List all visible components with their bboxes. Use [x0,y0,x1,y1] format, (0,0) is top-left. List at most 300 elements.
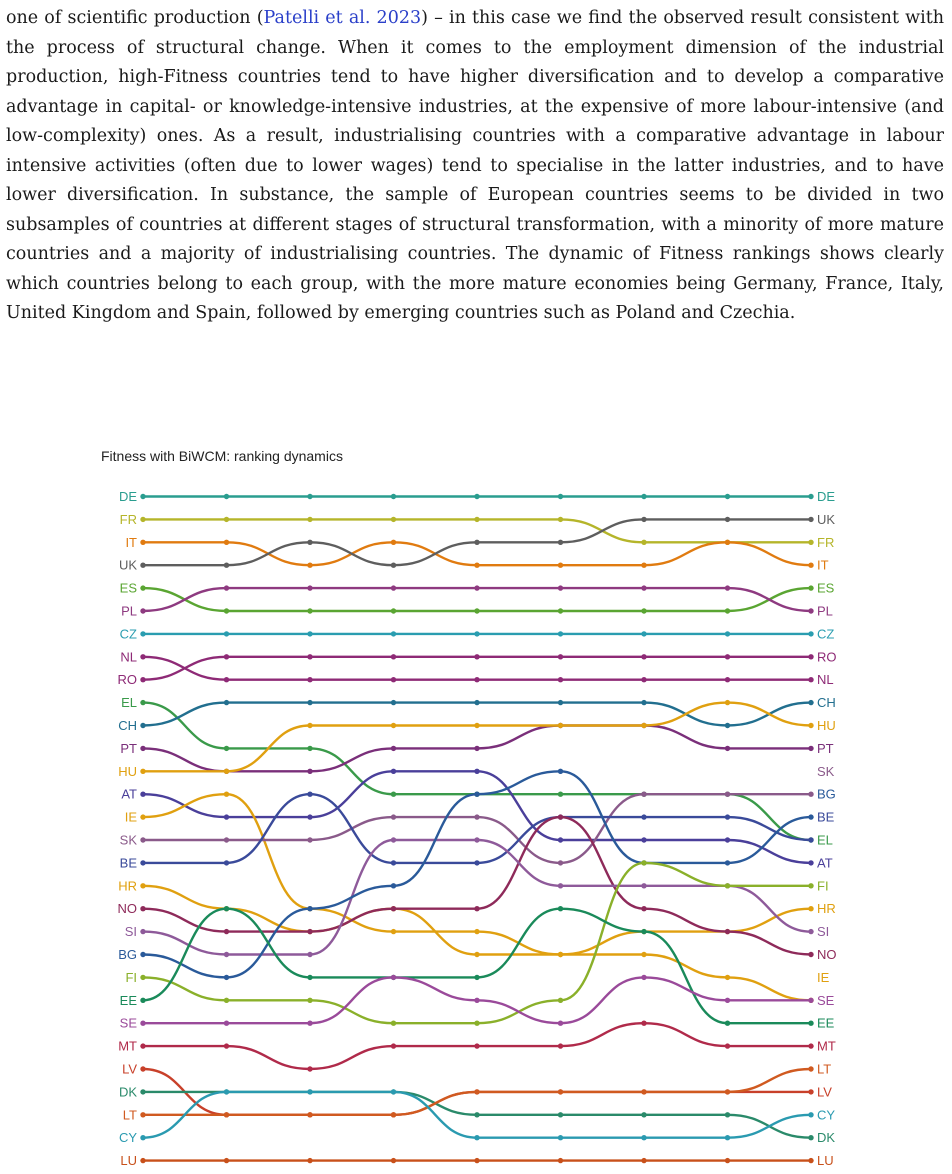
series-line-be [143,794,811,863]
point-ie-4 [474,929,479,934]
point-uk-5 [558,540,563,545]
point-ee-5 [558,906,563,911]
point-it-4 [474,563,479,568]
series-de [140,494,813,499]
point-ch-4 [474,700,479,705]
point-uk-4 [474,540,479,545]
point-pl-1 [224,585,229,590]
point-se-6 [641,975,646,980]
point-uk-0 [140,563,145,568]
point-si-8 [808,929,813,934]
point-it-7 [725,540,730,545]
point-lt-0 [140,1112,145,1117]
point-ee-2 [307,975,312,980]
point-it-0 [140,540,145,545]
point-ch-7 [725,723,730,728]
point-el-0 [140,700,145,705]
point-si-5 [558,883,563,888]
point-ie-7 [725,975,730,980]
point-fi-8 [808,883,813,888]
point-si-6 [641,883,646,888]
point-ro-4 [474,654,479,659]
point-cz-2 [307,631,312,636]
point-de-7 [725,494,730,499]
point-ch-1 [224,700,229,705]
right-label-se: SE [817,992,835,1008]
left-label-bg: BG [118,947,137,962]
point-ro-3 [391,654,396,659]
point-nl-0 [140,654,145,659]
point-lu-0 [140,1158,145,1163]
point-lt-7 [725,1089,730,1094]
point-fi-4 [474,1021,479,1026]
point-sk-0 [140,837,145,842]
right-label-ee: EE [817,1015,835,1031]
right-label-el: EL [817,832,833,848]
point-dk-8 [808,1135,813,1140]
point-pt-0 [140,746,145,751]
point-se-7 [725,998,730,1003]
point-no-6 [641,906,646,911]
point-nl-1 [224,677,229,682]
point-pl-6 [641,585,646,590]
point-lt-8 [808,1066,813,1071]
point-ee-7 [725,1021,730,1026]
point-dk-4 [474,1112,479,1117]
point-ee-4 [474,975,479,980]
right-label-it: IT [817,557,829,573]
point-dk-0 [140,1089,145,1094]
point-se-4 [474,998,479,1003]
point-ee-8 [808,1021,813,1026]
point-el-1 [224,746,229,751]
point-se-1 [224,1021,229,1026]
point-be-3 [391,860,396,865]
point-es-1 [224,608,229,613]
point-dk-7 [725,1112,730,1117]
point-ie-3 [391,929,396,934]
point-it-1 [224,540,229,545]
point-si-0 [140,929,145,934]
right-label-es: ES [817,580,835,596]
point-se-5 [558,1021,563,1026]
point-sk-4 [474,814,479,819]
body-paragraph [6,4,944,329]
point-lv-0 [140,1066,145,1071]
point-cy-7 [725,1135,730,1140]
point-fr-2 [307,517,312,522]
point-hr-5 [558,952,563,957]
point-lu-1 [224,1158,229,1163]
point-cy-6 [641,1135,646,1140]
series-hr [140,883,813,957]
series-cz [140,631,813,636]
point-mt-4 [474,1043,479,1048]
point-ie-1 [224,792,229,797]
series-si [140,837,813,957]
point-ch-3 [391,700,396,705]
left-label-el: EL [121,695,137,711]
point-be-2 [307,792,312,797]
left-label-it: IT [125,534,137,550]
point-lt-1 [224,1112,229,1117]
point-pl-5 [558,585,563,590]
point-fi-1 [224,998,229,1003]
point-es-6 [641,608,646,613]
point-mt-5 [558,1043,563,1048]
point-bg-7 [725,860,730,865]
point-cz-1 [224,631,229,636]
point-sk-6 [641,792,646,797]
series-line-fr [143,519,811,542]
point-de-1 [224,494,229,499]
point-pl-2 [307,585,312,590]
point-nl-6 [641,677,646,682]
point-de-2 [307,494,312,499]
paragraph-text-rest: ) – in this case we find the observed result consistent with the process of structural change. When it comes to the employment dimension of the industrial production, high-Fitness countries tend to have higher diversification and to develop a comparative advantage in capital- or knowledge-intensive industries, at the expensive of more labour-intensive (and low-complexity) ones. As a result, industrialising countries with a comparative advantage in labour intensive activities (often due to lower wages) tend to specialise in the latter industries, and to have lower diversification. In substance, the sample of European countries seems to be divided in two subsamples of countries at different stages of structural transformation, with a minority of more mature countries and a majority of industrialising countries. The dynamic of Fitness rankings shows clearly which countries belong to each group, with the more mature economies being Germany, France, Italy, United Kingdom and Spain, followed by emerging countries such as Poland and Czechia. [6,8,945,323]
left-label-dk: DK [118,1084,137,1100]
series-lu [140,1158,813,1163]
point-fr-8 [808,540,813,545]
citation-link[interactable]: Patelli et al. 2023 [263,8,422,28]
point-se-3 [391,975,396,980]
left-label-fr: FR [119,511,137,527]
point-fr-4 [474,517,479,522]
point-be-4 [474,860,479,865]
point-hu-1 [224,769,229,774]
point-de-4 [474,494,479,499]
point-es-3 [391,608,396,613]
right-label-dk: DK [817,1130,836,1146]
point-se-0 [140,1021,145,1026]
right-label-lt: LT [817,1061,832,1077]
series-line-it [143,542,811,565]
series-hu [140,700,813,774]
point-no-3 [391,906,396,911]
right-label-at: AT [817,855,833,871]
point-no-1 [224,929,229,934]
point-cy-5 [558,1135,563,1140]
point-nl-5 [558,677,563,682]
point-fi-7 [725,883,730,888]
point-fi-0 [140,975,145,980]
point-mt-2 [307,1066,312,1071]
right-label-ch: CH [817,695,836,711]
point-at-2 [307,814,312,819]
left-label-cz: CZ [119,626,137,642]
point-pt-2 [307,769,312,774]
point-es-2 [307,608,312,613]
point-lt-6 [641,1089,646,1094]
point-uk-1 [224,563,229,568]
point-sk-2 [307,837,312,842]
point-lt-4 [474,1089,479,1094]
point-si-3 [391,837,396,842]
left-label-lv: LV [122,1061,137,1077]
right-label-sk: SK [817,763,835,779]
point-de-3 [391,494,396,499]
left-label-ro: RO [117,672,137,688]
point-es-5 [558,608,563,613]
point-ch-5 [558,700,563,705]
right-label-ie: IE [817,969,830,985]
point-es-0 [140,585,145,590]
point-fi-6 [641,860,646,865]
point-pt-8 [808,746,813,751]
point-at-5 [558,837,563,842]
point-cz-8 [808,631,813,636]
point-lu-4 [474,1158,479,1163]
point-pl-7 [725,585,730,590]
series-ee [140,906,813,1026]
point-lu-3 [391,1158,396,1163]
point-dk-6 [641,1112,646,1117]
point-cz-6 [641,631,646,636]
point-hu-4 [474,723,479,728]
point-cy-3 [391,1089,396,1094]
point-be-8 [808,837,813,842]
left-label-ch: CH [118,718,137,733]
point-pl-3 [391,585,396,590]
point-no-5 [558,814,563,819]
left-label-nl: NL [120,649,137,665]
point-fr-1 [224,517,229,522]
point-pl-0 [140,608,145,613]
series-line-pl [143,588,811,611]
point-be-6 [641,814,646,819]
point-it-8 [808,563,813,568]
point-mt-1 [224,1043,229,1048]
point-mt-0 [140,1043,145,1048]
right-label-fr: FR [817,534,835,550]
point-si-2 [307,952,312,957]
point-se-8 [808,998,813,1003]
point-fr-3 [391,517,396,522]
point-lt-3 [391,1112,396,1117]
point-el-2 [307,746,312,751]
point-el-5 [558,792,563,797]
left-label-fi: FI [125,969,137,985]
point-de-5 [558,494,563,499]
right-label-si: SI [817,924,830,940]
point-bg-2 [307,906,312,911]
point-hu-7 [725,700,730,705]
point-ro-7 [725,654,730,659]
point-fr-5 [558,517,563,522]
point-be-0 [140,860,145,865]
point-cz-3 [391,631,396,636]
point-cy-8 [808,1112,813,1117]
left-label-de: DE [118,489,137,504]
point-it-6 [641,563,646,568]
point-ee-6 [641,929,646,934]
point-lu-7 [725,1158,730,1163]
point-at-8 [808,860,813,865]
point-nl-8 [808,677,813,682]
point-nl-3 [391,677,396,682]
point-mt-8 [808,1043,813,1048]
point-bg-0 [140,952,145,957]
point-no-0 [140,906,145,911]
right-label-bg: BG [817,786,836,802]
left-label-hu: HU [118,763,137,779]
point-el-3 [391,792,396,797]
left-label-at: AT [121,786,137,802]
point-at-1 [224,814,229,819]
series-line-ro [143,657,811,680]
point-de-6 [641,494,646,499]
point-nl-4 [474,677,479,682]
point-it-5 [558,563,563,568]
left-label-lt: LT [122,1107,137,1123]
point-uk-6 [641,517,646,522]
point-no-8 [808,952,813,957]
point-cy-0 [140,1135,145,1140]
point-bg-1 [224,975,229,980]
point-ro-2 [307,654,312,659]
point-mt-7 [725,1043,730,1048]
left-label-es: ES [119,580,137,596]
point-at-3 [391,769,396,774]
right-label-de: DE [817,489,836,504]
right-label-pt: PT [817,740,834,756]
point-at-6 [641,837,646,842]
left-label-no: NO [117,901,137,917]
point-nl-7 [725,677,730,682]
right-label-cz: CZ [817,626,835,642]
point-sk-7 [725,792,730,797]
point-pt-3 [391,746,396,751]
point-cy-4 [474,1135,479,1140]
series-line-ie [143,794,811,1000]
point-at-7 [725,837,730,842]
left-label-pt: PT [120,740,137,756]
left-label-cy: CY [118,1130,137,1146]
point-pl-4 [474,585,479,590]
point-ch-8 [808,700,813,705]
right-label-hr: HR [817,901,836,917]
point-no-4 [474,906,479,911]
right-label-no: NO [817,947,837,962]
left-label-se: SE [119,1015,137,1031]
point-hu-3 [391,723,396,728]
left-label-ee: EE [119,992,137,1008]
series-line-hu [143,703,811,772]
point-lt-2 [307,1112,312,1117]
paragraph-text-start: one of scientific production ( [6,8,264,28]
point-ch-2 [307,700,312,705]
point-be-7 [725,814,730,819]
point-lt-5 [558,1089,563,1094]
left-label-pl: PL [121,603,137,619]
right-label-lu: LU [817,1153,834,1169]
point-ro-5 [558,654,563,659]
point-fr-6 [641,540,646,545]
left-label-si: SI [124,924,137,940]
point-lv-8 [808,1089,813,1094]
point-ie-0 [140,814,145,819]
point-si-1 [224,952,229,957]
point-lu-6 [641,1158,646,1163]
series-sk [140,792,813,866]
point-be-1 [224,860,229,865]
right-label-mt: MT [817,1038,836,1054]
point-sk-3 [391,814,396,819]
point-it-3 [391,540,396,545]
point-ro-0 [140,677,145,682]
series-line-hr [143,886,811,955]
point-sk-1 [224,837,229,842]
series-line-nl [143,657,811,680]
point-dk-5 [558,1112,563,1117]
point-hu-5 [558,723,563,728]
point-hu-2 [307,723,312,728]
right-label-fi: FI [817,878,829,894]
left-label-hr: HR [118,878,137,894]
point-cz-5 [558,631,563,636]
right-label-uk: UK [817,511,836,527]
point-hr-8 [808,906,813,911]
point-ro-1 [224,654,229,659]
series-line-ch [143,703,811,726]
point-mt-6 [641,1021,646,1026]
left-label-mt: MT [118,1038,137,1054]
point-cz-7 [725,631,730,636]
point-de-0 [140,494,145,499]
point-bg-4 [474,792,479,797]
right-label-hu: HU [817,718,836,733]
left-label-sk: SK [119,832,137,848]
point-pl-8 [808,608,813,613]
series-line-es [143,588,811,611]
point-ch-0 [140,723,145,728]
point-uk-2 [307,540,312,545]
left-label-uk: UK [118,557,137,573]
point-no-2 [307,929,312,934]
point-at-0 [140,792,145,797]
point-it-2 [307,563,312,568]
point-sk-5 [558,860,563,865]
point-fi-2 [307,998,312,1003]
point-es-4 [474,608,479,613]
point-se-2 [307,1021,312,1026]
point-ch-6 [641,700,646,705]
point-lu-5 [558,1158,563,1163]
point-ro-8 [808,654,813,659]
series-line-ee [143,909,811,1024]
point-si-4 [474,837,479,842]
point-bg-5 [558,769,563,774]
point-fi-5 [558,998,563,1003]
point-hu-6 [641,723,646,728]
series-ie [140,792,813,1004]
point-cz-0 [140,631,145,636]
series-mt [140,1021,813,1072]
right-label-nl: NL [817,672,834,688]
right-label-ro: RO [817,649,837,665]
point-fi-3 [391,1021,396,1026]
point-uk-8 [808,517,813,522]
point-no-7 [725,929,730,934]
point-hr-4 [474,952,479,957]
left-label-lu: LU [120,1153,137,1169]
point-ee-1 [224,906,229,911]
point-uk-3 [391,563,396,568]
chart-title: Fitness with BiWCM: ranking dynamics [101,448,343,464]
right-label-lv: LV [817,1084,832,1100]
point-hr-0 [140,883,145,888]
left-label-ie: IE [124,809,137,825]
